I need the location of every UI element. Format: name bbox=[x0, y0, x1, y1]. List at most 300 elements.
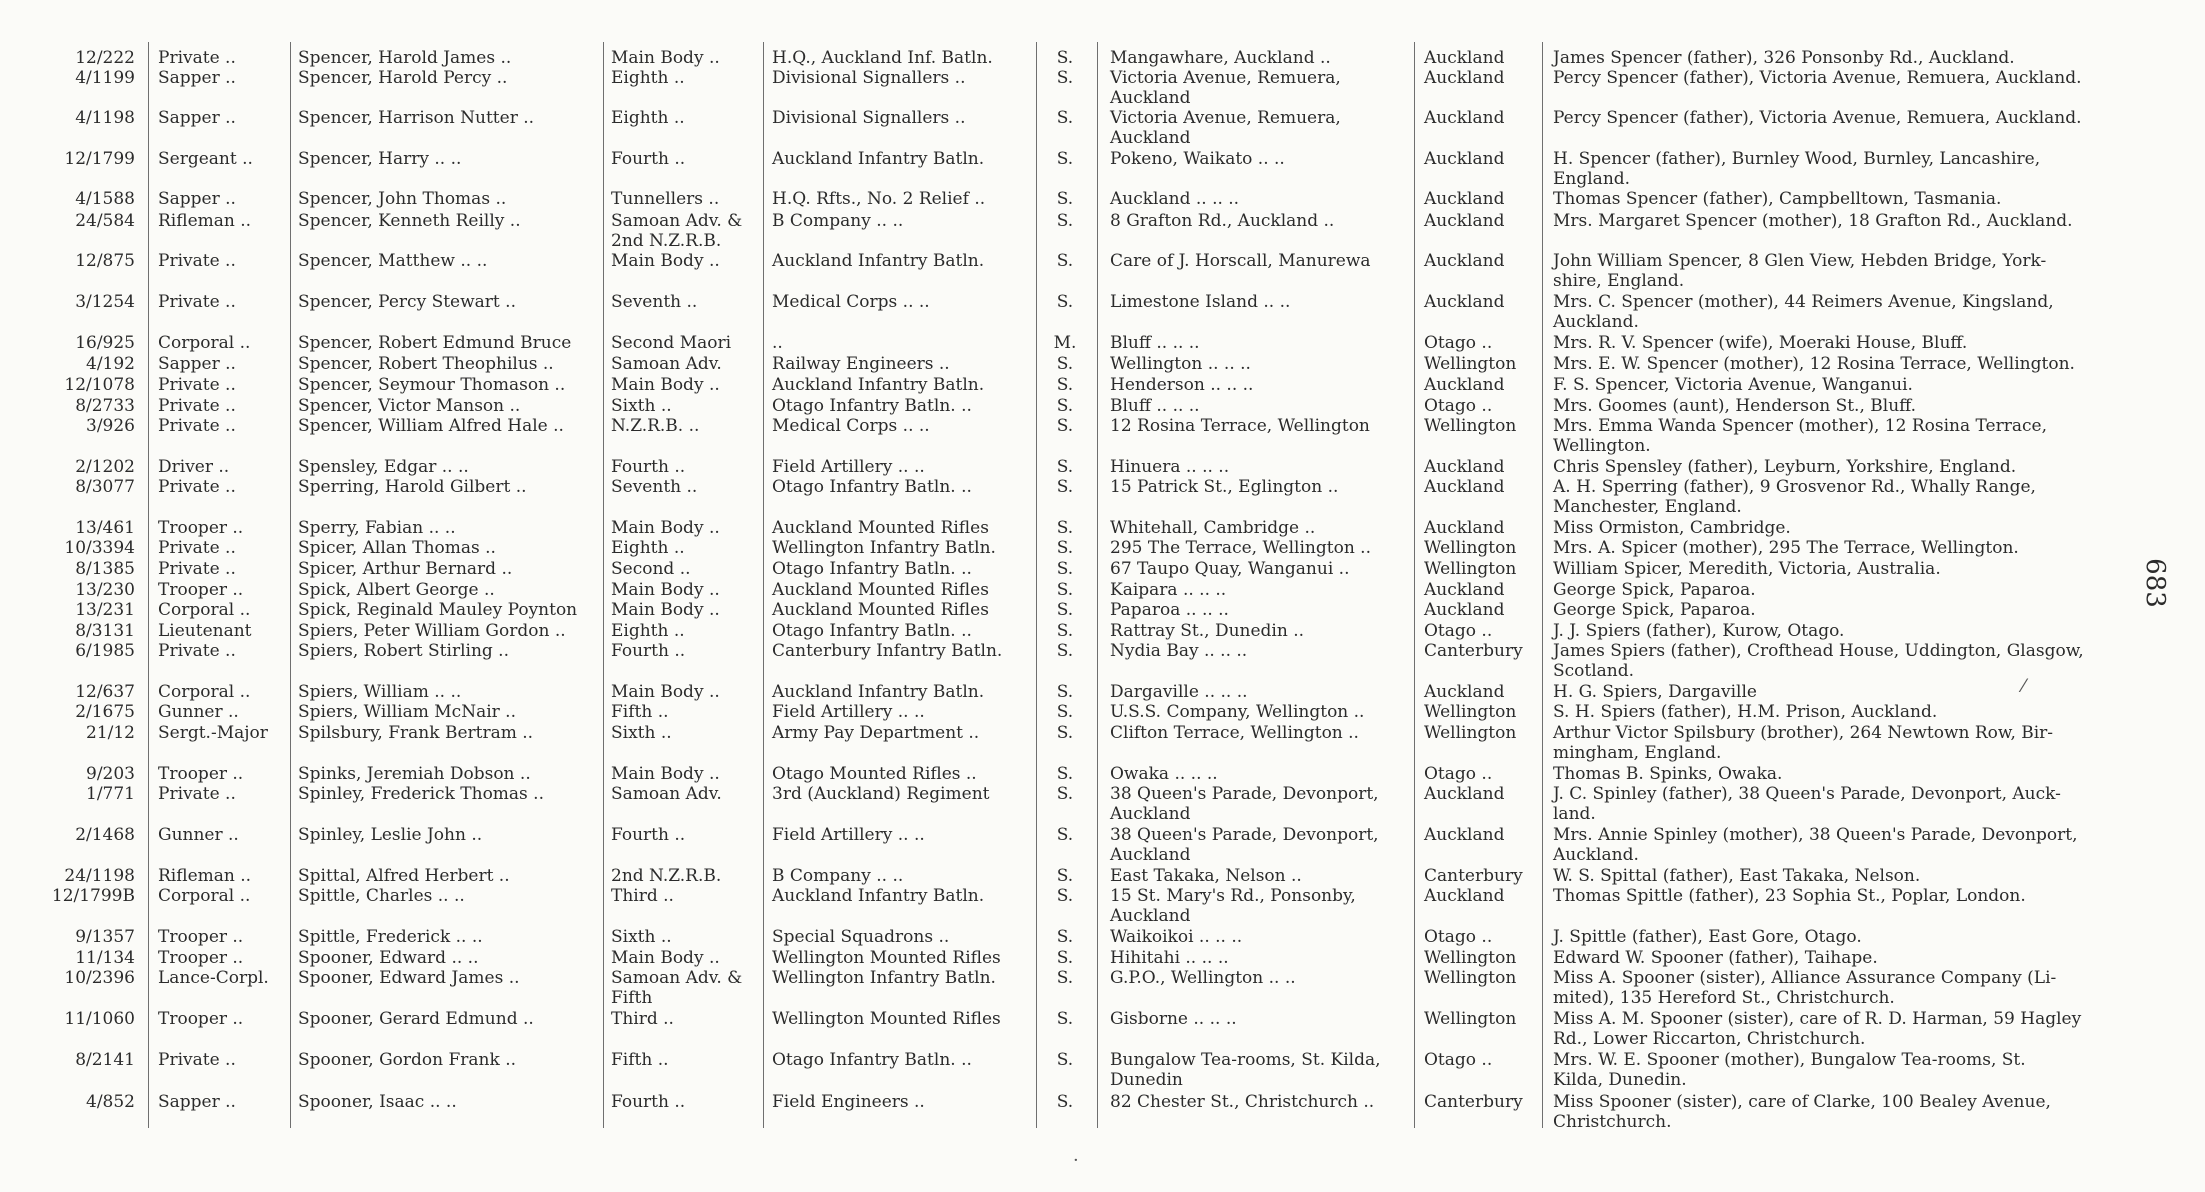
cell-dist: Auckland bbox=[1424, 457, 1505, 477]
column-rule bbox=[1036, 42, 1037, 1128]
cell-kin: Miss Spooner (sister), care of Clarke, 100 Bealey Avenue, Christchurch. bbox=[1553, 1092, 2051, 1132]
cell-addr: Rattray St., Dunedin .. bbox=[1110, 621, 1305, 641]
column-rule bbox=[1542, 42, 1543, 1128]
cell-body: Second .. bbox=[611, 559, 691, 579]
cell-ms: S. bbox=[1056, 1092, 1074, 1112]
cell-body: Main Body .. bbox=[611, 682, 720, 702]
cell-body: Main Body .. bbox=[611, 948, 720, 968]
cell-num: 9/203 bbox=[86, 764, 135, 784]
cell-dist: Wellington bbox=[1424, 538, 1517, 558]
cell-ms: S. bbox=[1056, 948, 1074, 968]
cell-kin: Percy Spencer (father), Victoria Avenue, Remuera, Auckland. bbox=[1553, 68, 2082, 88]
cell-dist: Auckland bbox=[1424, 600, 1505, 620]
cell-unit: B Company .. .. bbox=[772, 211, 904, 231]
cell-body: 2nd N.Z.R.B. bbox=[611, 866, 722, 886]
cell-num: 6/1985 bbox=[75, 641, 135, 661]
cell-dist: Auckland bbox=[1424, 825, 1505, 845]
cell-rank: Gunner .. bbox=[158, 702, 239, 722]
cell-addr: Wellington .. .. .. bbox=[1110, 354, 1251, 374]
cell-num: 8/3077 bbox=[75, 477, 135, 497]
cell-ms: S. bbox=[1056, 641, 1074, 661]
cell-rank: Trooper .. bbox=[158, 764, 244, 784]
cell-dist: Wellington bbox=[1424, 968, 1517, 988]
cell-ms: S. bbox=[1056, 396, 1074, 416]
cell-num: 13/230 bbox=[75, 580, 135, 600]
cell-body: Main Body .. bbox=[611, 251, 720, 271]
cell-unit: Otago Infantry Batln. .. bbox=[772, 396, 972, 416]
cell-addr: 38 Queen's Parade, Devonport, Auckland bbox=[1110, 784, 1379, 824]
cell-name: Spencer, Harold Percy .. bbox=[298, 68, 508, 88]
cell-ms: S. bbox=[1056, 189, 1074, 209]
cell-body: Sixth .. bbox=[611, 396, 672, 416]
cell-kin: George Spick, Paparoa. bbox=[1553, 580, 1756, 600]
cell-num: 24/584 bbox=[75, 211, 135, 231]
cell-addr: U.S.S. Company, Wellington .. bbox=[1110, 702, 1365, 722]
cell-body: Fourth .. bbox=[611, 457, 686, 477]
cell-rank: Private .. bbox=[158, 375, 236, 395]
cell-name: Spick, Reginald Mauley Poynton bbox=[298, 600, 578, 620]
cell-rank: Trooper .. bbox=[158, 927, 244, 947]
cell-addr: Care of J. Horscall, Manurewa bbox=[1110, 251, 1371, 271]
cell-num: 2/1468 bbox=[75, 825, 135, 845]
cell-kin: Arthur Victor Spilsbury (brother), 264 Newtown Row, Bir- mingham, England. bbox=[1553, 723, 2054, 763]
cell-rank: Corporal .. bbox=[158, 333, 251, 353]
cell-kin: Miss A. M. Spooner (sister), care of R. D. Harman, 59 Hagley Rd., Lower Riccarton, Christchurch. bbox=[1553, 1009, 2082, 1049]
cell-addr: 295 The Terrace, Wellington .. bbox=[1110, 538, 1371, 558]
cell-rank: Lance-Corpl. bbox=[158, 968, 269, 988]
cell-rank: Sapper .. bbox=[158, 189, 236, 209]
cell-body: Main Body .. bbox=[611, 518, 720, 538]
cell-ms: S. bbox=[1056, 886, 1074, 906]
cell-rank: Sergt.-Major bbox=[158, 723, 268, 743]
cell-num: 4/192 bbox=[86, 354, 135, 374]
cell-ms: S. bbox=[1056, 682, 1074, 702]
cell-name: Spick, Albert George .. bbox=[298, 580, 495, 600]
cell-addr: Nydia Bay .. .. .. bbox=[1110, 641, 1248, 661]
cell-dist: Otago .. bbox=[1424, 396, 1493, 416]
cell-dist: Wellington bbox=[1424, 559, 1517, 579]
cell-name: Spooner, Edward James .. bbox=[298, 968, 520, 988]
cell-dist: Canterbury bbox=[1424, 1092, 1523, 1112]
cell-num: 8/2141 bbox=[75, 1050, 135, 1070]
cell-addr: 82 Chester St., Christchurch .. bbox=[1110, 1092, 1375, 1112]
cell-rank: Corporal .. bbox=[158, 600, 251, 620]
cell-dist: Wellington bbox=[1424, 416, 1517, 436]
cell-dist: Auckland bbox=[1424, 48, 1505, 68]
cell-ms: S. bbox=[1056, 477, 1074, 497]
cell-rank: Driver .. bbox=[158, 457, 230, 477]
cell-addr: Victoria Avenue, Remuera, Auckland bbox=[1110, 68, 1341, 108]
cell-body: Seventh .. bbox=[611, 292, 698, 312]
cell-dist: Auckland bbox=[1424, 149, 1505, 169]
column-rule bbox=[148, 42, 149, 1128]
cell-name: Spiers, William McNair .. bbox=[298, 702, 516, 722]
cell-num: 10/3394 bbox=[64, 538, 135, 558]
cell-rank: Corporal .. bbox=[158, 886, 251, 906]
cell-body: Samoan Adv. & Fifth bbox=[611, 968, 743, 1008]
cell-dist: Auckland bbox=[1424, 518, 1505, 538]
cell-addr: Whitehall, Cambridge .. bbox=[1110, 518, 1316, 538]
cell-kin: George Spick, Paparoa. bbox=[1553, 600, 1756, 620]
cell-kin: F. S. Spencer, Victoria Avenue, Wanganui. bbox=[1553, 375, 1913, 395]
cell-name: Spiers, Peter William Gordon .. bbox=[298, 621, 566, 641]
cell-name: Spooner, Gerard Edmund .. bbox=[298, 1009, 534, 1029]
cell-unit: Wellington Infantry Batln. bbox=[772, 538, 996, 558]
cell-dist: Wellington bbox=[1424, 702, 1517, 722]
cell-addr: Clifton Terrace, Wellington .. bbox=[1110, 723, 1359, 743]
cell-name: Spittle, Frederick .. .. bbox=[298, 927, 483, 947]
cell-body: Eighth .. bbox=[611, 68, 685, 88]
cell-body: Samoan Adv. & 2nd N.Z.R.B. bbox=[611, 211, 743, 251]
cell-rank: Private .. bbox=[158, 477, 236, 497]
cell-dist: Auckland bbox=[1424, 375, 1505, 395]
cell-dist: Otago .. bbox=[1424, 621, 1493, 641]
cell-body: Fourth .. bbox=[611, 641, 686, 661]
cell-name: Spiers, William .. .. bbox=[298, 682, 462, 702]
cell-name: Spicer, Arthur Bernard .. bbox=[298, 559, 513, 579]
cell-num: 4/1199 bbox=[75, 68, 135, 88]
cell-unit: Auckland Infantry Batln. bbox=[772, 375, 985, 395]
cell-unit: Field Artillery .. .. bbox=[772, 457, 925, 477]
cell-unit: Otago Mounted Rifles .. bbox=[772, 764, 977, 784]
cell-rank: Private .. bbox=[158, 1050, 236, 1070]
cell-rank: Trooper .. bbox=[158, 580, 244, 600]
cell-dist: Wellington bbox=[1424, 948, 1517, 968]
cell-name: Sperring, Harold Gilbert .. bbox=[298, 477, 527, 497]
cell-name: Spencer, Robert Edmund Bruce bbox=[298, 333, 572, 353]
cell-body: Main Body .. bbox=[611, 600, 720, 620]
cell-dist: Auckland bbox=[1424, 211, 1505, 231]
cell-rank: Private .. bbox=[158, 538, 236, 558]
cell-addr: East Takaka, Nelson .. bbox=[1110, 866, 1302, 886]
cell-addr: Limestone Island .. .. bbox=[1110, 292, 1291, 312]
cell-num: 11/1060 bbox=[64, 1009, 135, 1029]
cell-dist: Auckland bbox=[1424, 68, 1505, 88]
cell-num: 12/1799B bbox=[51, 886, 135, 906]
cell-dist: Otago .. bbox=[1424, 927, 1493, 947]
cell-unit: Wellington Infantry Batln. bbox=[772, 968, 996, 988]
cell-rank: Lieutenant bbox=[158, 621, 252, 641]
cell-name: Spilsbury, Frank Bertram .. bbox=[298, 723, 534, 743]
cell-body: Samoan Adv. bbox=[611, 354, 722, 374]
cell-addr: Victoria Avenue, Remuera, Auckland bbox=[1110, 108, 1341, 148]
cell-ms: S. bbox=[1056, 375, 1074, 395]
cell-name: Spittal, Alfred Herbert .. bbox=[298, 866, 510, 886]
column-rule bbox=[1414, 42, 1415, 1128]
cell-rank: Private .. bbox=[158, 292, 236, 312]
cell-kin: Edward W. Spooner (father), Taihape. bbox=[1553, 948, 1878, 968]
cell-body: Fifth .. bbox=[611, 702, 669, 722]
cell-kin: Mrs. Annie Spinley (mother), 38 Queen's Parade, Devonport, Auckland. bbox=[1553, 825, 2078, 865]
cell-unit: Special Squadrons .. bbox=[772, 927, 950, 947]
cell-name: Spencer, Robert Theophilus .. bbox=[298, 354, 554, 374]
cell-unit: Auckland Infantry Batln. bbox=[772, 682, 985, 702]
cell-dist: Auckland bbox=[1424, 189, 1505, 209]
cell-addr: 67 Taupo Quay, Wanganui .. bbox=[1110, 559, 1350, 579]
cell-num: 13/461 bbox=[75, 518, 135, 538]
cell-num: 4/1588 bbox=[75, 189, 135, 209]
cell-name: Spencer, Harry .. .. bbox=[298, 149, 462, 169]
cell-ms: S. bbox=[1056, 968, 1074, 988]
cell-addr: G.P.O., Wellington .. .. bbox=[1110, 968, 1296, 988]
cell-kin: J. C. Spinley (father), 38 Queen's Parade, Devonport, Auck- land. bbox=[1553, 784, 2061, 824]
cell-ms: S. bbox=[1056, 292, 1074, 312]
cell-num: 12/637 bbox=[75, 682, 135, 702]
cell-name: Spinks, Jeremiah Dobson .. bbox=[298, 764, 531, 784]
cell-kin: Mrs. E. W. Spencer (mother), 12 Rosina Terrace, Wellington. bbox=[1553, 354, 2075, 374]
cell-kin: Mrs. A. Spicer (mother), 295 The Terrace, Wellington. bbox=[1553, 538, 2019, 558]
cell-ms: S. bbox=[1056, 68, 1074, 88]
cell-num: 1/771 bbox=[86, 784, 135, 804]
cell-unit: .. bbox=[772, 333, 783, 353]
cell-dist: Canterbury bbox=[1424, 641, 1523, 661]
cell-name: Spinley, Frederick Thomas .. bbox=[298, 784, 544, 804]
cell-addr: Waikoikoi .. .. .. bbox=[1110, 927, 1243, 947]
cell-unit: Field Artillery .. .. bbox=[772, 702, 925, 722]
cell-addr: Kaipara .. .. .. bbox=[1110, 580, 1227, 600]
cell-unit: Medical Corps .. .. bbox=[772, 416, 930, 436]
cell-num: 12/875 bbox=[75, 251, 135, 271]
cell-unit: Otago Infantry Batln. .. bbox=[772, 621, 972, 641]
cell-kin: H. Spencer (father), Burnley Wood, Burnley, Lancashire, England. bbox=[1553, 149, 2041, 189]
cell-dist: Otago .. bbox=[1424, 1050, 1493, 1070]
cell-body: Main Body .. bbox=[611, 580, 720, 600]
cell-kin: S. H. Spiers (father), H.M. Prison, Auckland. bbox=[1553, 702, 1938, 722]
cell-dist: Wellington bbox=[1424, 1009, 1517, 1029]
cell-name: Spooner, Isaac .. .. bbox=[298, 1092, 457, 1112]
cell-rank: Sapper .. bbox=[158, 68, 236, 88]
cell-body: Eighth .. bbox=[611, 108, 685, 128]
cell-kin: Percy Spencer (father), Victoria Avenue, Remuera, Auckland. bbox=[1553, 108, 2082, 128]
cell-num: 21/12 bbox=[86, 723, 135, 743]
cell-num: 16/925 bbox=[75, 333, 135, 353]
cell-ms: S. bbox=[1056, 1009, 1074, 1029]
ink-dot: · bbox=[1073, 1150, 1079, 1171]
cell-dist: Auckland bbox=[1424, 108, 1505, 128]
cell-body: Fourth .. bbox=[611, 149, 686, 169]
cell-ms: S. bbox=[1056, 518, 1074, 538]
cell-body: Fourth .. bbox=[611, 825, 686, 845]
cell-dist: Otago .. bbox=[1424, 333, 1493, 353]
cell-unit: Railway Engineers .. bbox=[772, 354, 950, 374]
cell-num: 3/926 bbox=[86, 416, 135, 436]
cell-body: Seventh .. bbox=[611, 477, 698, 497]
cell-unit: 3rd (Auckland) Regiment bbox=[772, 784, 990, 804]
cell-rank: Trooper .. bbox=[158, 948, 244, 968]
cell-addr: Bungalow Tea-rooms, St. Kilda, Dunedin bbox=[1110, 1050, 1381, 1090]
cell-rank: Trooper .. bbox=[158, 518, 244, 538]
cell-dist: Auckland bbox=[1424, 477, 1505, 497]
cell-num: 10/2396 bbox=[64, 968, 135, 988]
cell-kin: Miss Ormiston, Cambridge. bbox=[1553, 518, 1791, 538]
cell-unit: Divisional Signallers .. bbox=[772, 68, 966, 88]
cell-num: 4/1198 bbox=[75, 108, 135, 128]
cell-ms: S. bbox=[1056, 702, 1074, 722]
cell-unit: B Company .. .. bbox=[772, 866, 904, 886]
cell-addr: Hihitahi .. .. .. bbox=[1110, 948, 1229, 968]
cell-kin: James Spiers (father), Crofthead House, Uddington, Glasgow, Scotland. bbox=[1553, 641, 2084, 681]
cell-rank: Sapper .. bbox=[158, 108, 236, 128]
cell-name: Spencer, Matthew .. .. bbox=[298, 251, 488, 271]
cell-dist: Auckland bbox=[1424, 682, 1505, 702]
cell-rank: Corporal .. bbox=[158, 682, 251, 702]
cell-addr: 15 St. Mary's Rd., Ponsonby, Auckland bbox=[1110, 886, 1356, 926]
cell-unit: H.Q., Auckland Inf. Batln. bbox=[772, 48, 993, 68]
cell-rank: Private .. bbox=[158, 784, 236, 804]
cell-name: Spencer, William Alfred Hale .. bbox=[298, 416, 564, 436]
cell-num: 8/2733 bbox=[75, 396, 135, 416]
column-rule bbox=[1097, 42, 1098, 1128]
cell-ms: S. bbox=[1056, 48, 1074, 68]
cell-rank: Rifleman .. bbox=[158, 866, 252, 886]
cell-unit: Auckland Infantry Batln. bbox=[772, 886, 985, 906]
cell-rank: Private .. bbox=[158, 396, 236, 416]
cell-unit: H.Q. Rfts., No. 2 Relief .. bbox=[772, 189, 986, 209]
cell-ms: S. bbox=[1056, 621, 1074, 641]
cell-rank: Private .. bbox=[158, 48, 236, 68]
cell-ms: S. bbox=[1056, 825, 1074, 845]
cell-num: 24/1198 bbox=[64, 866, 135, 886]
cell-name: Spencer, Kenneth Reilly .. bbox=[298, 211, 521, 231]
cell-name: Spooner, Gordon Frank .. bbox=[298, 1050, 517, 1070]
cell-body: N.Z.R.B. .. bbox=[611, 416, 700, 436]
column-rule bbox=[763, 42, 764, 1128]
cell-body: Main Body .. bbox=[611, 764, 720, 784]
cell-dist: Auckland bbox=[1424, 580, 1505, 600]
cell-unit: Wellington Mounted Rifles bbox=[772, 948, 1001, 968]
cell-unit: Canterbury Infantry Batln. bbox=[772, 641, 1003, 661]
cell-rank: Private .. bbox=[158, 559, 236, 579]
cell-body: Third .. bbox=[611, 886, 674, 906]
cell-unit: Auckland Infantry Batln. bbox=[772, 251, 985, 271]
cell-ms: S. bbox=[1056, 927, 1074, 947]
cell-num: 12/1078 bbox=[64, 375, 135, 395]
cell-addr: Dargaville .. .. .. bbox=[1110, 682, 1248, 702]
cell-addr: Bluff .. .. .. bbox=[1110, 333, 1200, 353]
cell-dist: Wellington bbox=[1424, 723, 1517, 743]
cell-kin: Mrs. C. Spencer (mother), 44 Reimers Avenue, Kingsland, Auckland. bbox=[1553, 292, 2054, 332]
cell-unit: Auckland Mounted Rifles bbox=[772, 580, 989, 600]
cell-kin: J. Spittle (father), East Gore, Otago. bbox=[1553, 927, 1862, 947]
cell-ms: S. bbox=[1056, 149, 1074, 169]
cell-rank: Sergeant .. bbox=[158, 149, 253, 169]
cell-name: Spencer, Percy Stewart .. bbox=[298, 292, 516, 312]
cell-dist: Auckland bbox=[1424, 292, 1505, 312]
cell-body: Second Maori bbox=[611, 333, 732, 353]
cell-body: Third .. bbox=[611, 1009, 674, 1029]
cell-ms: S. bbox=[1056, 866, 1074, 886]
cell-rank: Trooper .. bbox=[158, 1009, 244, 1029]
cell-unit: Auckland Infantry Batln. bbox=[772, 149, 985, 169]
cell-kin: James Spencer (father), 326 Ponsonby Rd., Auckland. bbox=[1553, 48, 2015, 68]
cell-ms: M. bbox=[1053, 333, 1077, 353]
cell-unit: Field Artillery .. .. bbox=[772, 825, 925, 845]
cell-rank: Sapper .. bbox=[158, 354, 236, 374]
cell-body: Main Body .. bbox=[611, 48, 720, 68]
cell-name: Spittle, Charles .. .. bbox=[298, 886, 465, 906]
cell-unit: Field Engineers .. bbox=[772, 1092, 925, 1112]
cell-kin: Mrs. Goomes (aunt), Henderson St., Bluff. bbox=[1553, 396, 1917, 416]
cell-dist: Canterbury bbox=[1424, 866, 1523, 886]
cell-num: 8/3131 bbox=[75, 621, 135, 641]
cell-num: 8/1385 bbox=[75, 559, 135, 579]
cell-addr: Henderson .. .. .. bbox=[1110, 375, 1254, 395]
cell-num: 2/1202 bbox=[75, 457, 135, 477]
cell-ms: S. bbox=[1056, 559, 1074, 579]
cell-name: Spencer, John Thomas .. bbox=[298, 189, 507, 209]
cell-rank: Sapper .. bbox=[158, 1092, 236, 1112]
cell-addr: Bluff .. .. .. bbox=[1110, 396, 1200, 416]
cell-unit: Wellington Mounted Rifles bbox=[772, 1009, 1001, 1029]
cell-body: Samoan Adv. bbox=[611, 784, 722, 804]
cell-addr: Pokeno, Waikato .. .. bbox=[1110, 149, 1285, 169]
cell-ms: S. bbox=[1056, 600, 1074, 620]
cell-unit: Divisional Signallers .. bbox=[772, 108, 966, 128]
cell-ms: S. bbox=[1056, 251, 1074, 271]
cell-addr: Mangawhare, Auckland .. bbox=[1110, 48, 1331, 68]
cell-ms: S. bbox=[1056, 580, 1074, 600]
cell-kin: Mrs. Emma Wanda Spencer (mother), 12 Rosina Terrace, Wellington. bbox=[1553, 416, 2047, 456]
cell-dist: Wellington bbox=[1424, 354, 1517, 374]
cell-body: Eighth .. bbox=[611, 538, 685, 558]
cell-ms: S. bbox=[1056, 416, 1074, 436]
cell-rank: Private .. bbox=[158, 641, 236, 661]
cell-kin: H. G. Spiers, Dargaville bbox=[1553, 682, 1757, 702]
cell-unit: Otago Infantry Batln. .. bbox=[772, 477, 972, 497]
cell-ms: S. bbox=[1056, 1050, 1074, 1070]
cell-kin: John William Spencer, 8 Glen View, Hebden Bridge, York- shire, England. bbox=[1553, 251, 2047, 291]
cell-kin: Thomas Spencer (father), Campbelltown, Tasmania. bbox=[1553, 189, 2002, 209]
pencil-tick-mark: ⁄ bbox=[2022, 676, 2026, 697]
cell-name: Spooner, Edward .. .. bbox=[298, 948, 479, 968]
cell-rank: Gunner .. bbox=[158, 825, 239, 845]
cell-addr: Owaka .. .. .. bbox=[1110, 764, 1218, 784]
cell-addr: 38 Queen's Parade, Devonport, Auckland bbox=[1110, 825, 1379, 865]
cell-ms: S. bbox=[1056, 538, 1074, 558]
cell-body: Main Body .. bbox=[611, 375, 720, 395]
cell-name: Spicer, Allan Thomas .. bbox=[298, 538, 496, 558]
cell-addr: Hinuera .. .. .. bbox=[1110, 457, 1230, 477]
cell-body: Fifth .. bbox=[611, 1050, 669, 1070]
cell-name: Spencer, Harrison Nutter .. bbox=[298, 108, 535, 128]
cell-unit: Auckland Mounted Rifles bbox=[772, 600, 989, 620]
cell-kin: W. S. Spittal (father), East Takaka, Nelson. bbox=[1553, 866, 1921, 886]
cell-ms: S. bbox=[1056, 784, 1074, 804]
cell-rank: Rifleman .. bbox=[158, 211, 252, 231]
cell-unit: Auckland Mounted Rifles bbox=[772, 518, 989, 538]
cell-kin: Mrs. W. E. Spooner (mother), Bungalow Tea-rooms, St. Kilda, Dunedin. bbox=[1553, 1050, 2026, 1090]
cell-name: Spinley, Leslie John .. bbox=[298, 825, 483, 845]
column-rule bbox=[290, 42, 291, 1128]
cell-num: 9/1357 bbox=[75, 927, 135, 947]
cell-body: Sixth .. bbox=[611, 927, 672, 947]
cell-addr: 15 Patrick St., Eglington .. bbox=[1110, 477, 1339, 497]
cell-addr: 12 Rosina Terrace, Wellington bbox=[1110, 416, 1370, 436]
cell-body: Eighth .. bbox=[611, 621, 685, 641]
cell-kin: Thomas B. Spinks, Owaka. bbox=[1553, 764, 1783, 784]
cell-kin: J. J. Spiers (father), Kurow, Otago. bbox=[1553, 621, 1845, 641]
cell-dist: Otago .. bbox=[1424, 764, 1493, 784]
cell-kin: William Spicer, Meredith, Victoria, Australia. bbox=[1553, 559, 1941, 579]
cell-name: Spencer, Harold James .. bbox=[298, 48, 512, 68]
column-rule bbox=[603, 42, 604, 1128]
cell-unit: Otago Infantry Batln. .. bbox=[772, 1050, 972, 1070]
page-number: 683 bbox=[2139, 558, 2170, 608]
cell-rank: Private .. bbox=[158, 251, 236, 271]
cell-ms: S. bbox=[1056, 457, 1074, 477]
cell-addr: Gisborne .. .. .. bbox=[1110, 1009, 1237, 1029]
cell-unit: Otago Infantry Batln. .. bbox=[772, 559, 972, 579]
